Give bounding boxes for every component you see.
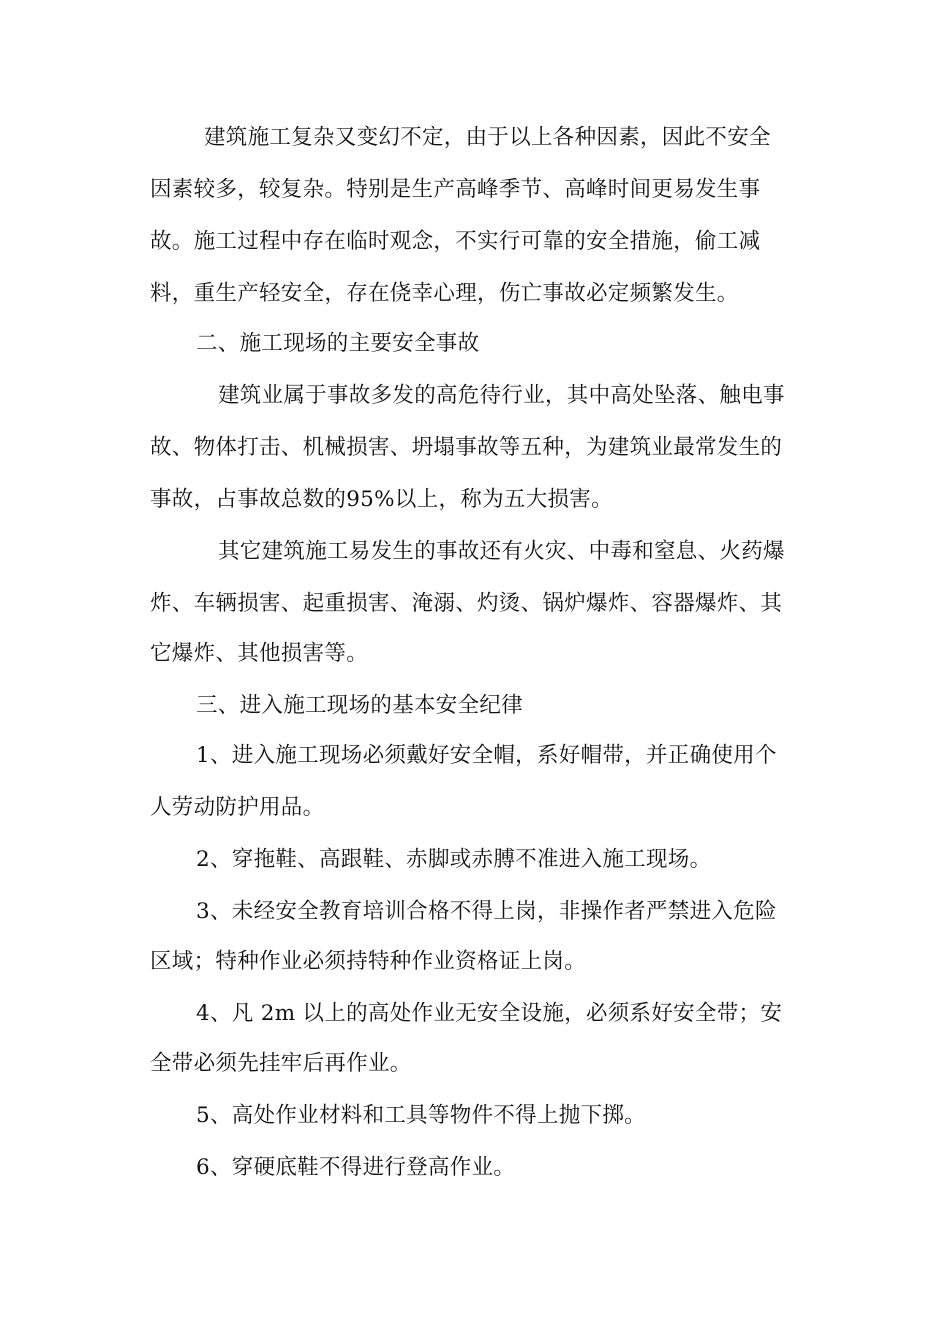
paragraph-2-line-3: 事故，占事故总数的95%以上，称为五大损害。 [150, 487, 613, 512]
paragraph-1-line-1: 建筑施工复杂又变幻不定，由于以上各种因素，因此不安全 [204, 125, 771, 150]
rule-1-line-2: 人劳动防护用品。 [150, 795, 325, 820]
rule-3-line-1: 3、未经安全教育培训合格不得上岗，非操作者严禁进入危险 [196, 899, 777, 924]
paragraph-1-line-2: 因素较多，较复杂。特别是生产高峰季节、高峰时间更易发生事 [150, 177, 761, 202]
section-heading-2: 二、施工现场的主要安全事故 [196, 331, 480, 356]
rule-6: 6、穿硬底鞋不得进行登高作业。 [196, 1155, 516, 1180]
paragraph-1-line-3: 故。施工过程中存在临时观念，不实行可靠的安全措施，偷工减 [150, 229, 761, 254]
paragraph-3-line-1: 其它建筑施工易发生的事故还有火灾、中毒和窒息、火药爆 [218, 539, 785, 564]
rule-4-line-2: 全带必须先挂牢后再作业。 [150, 1051, 412, 1076]
paragraph-3-line-2: 炸、车辆损害、起重损害、淹溺、灼烫、锅炉爆炸、容器爆炸、其 [150, 591, 783, 616]
rule-1-line-1: 1、进入施工现场必须戴好安全帽，系好帽带，并正确使用个 [196, 743, 777, 768]
rule-4-line-1: 4、凡 2m 以上的高处作业无安全设施，必须系好安全带；安 [196, 1001, 783, 1026]
paragraph-2-line-1: 建筑业属于事故多发的高危待行业，其中高处坠落、触电事 [218, 383, 785, 408]
paragraph-3-line-3: 它爆炸、其他损害等。 [150, 641, 369, 666]
rule-2: 2、穿拖鞋、高跟鞋、赤脚或赤膊不准进入施工现场。 [196, 847, 712, 872]
paragraph-2-line-2: 故、物体打击、机械损害、坍塌事故等五种，为建筑业最常发生的 [150, 435, 783, 460]
section-heading-3: 三、进入施工现场的基本安全纪律 [196, 693, 524, 718]
paragraph-1-line-4: 料，重生产轻安全，存在侥幸心理，伤亡事故必定频繁发生。 [150, 281, 739, 306]
rule-5: 5、高处作业材料和工具等物件不得上抛下掷。 [196, 1103, 646, 1128]
rule-3-line-2: 区域；特种作业必须持特种作业资格证上岗。 [150, 949, 587, 974]
